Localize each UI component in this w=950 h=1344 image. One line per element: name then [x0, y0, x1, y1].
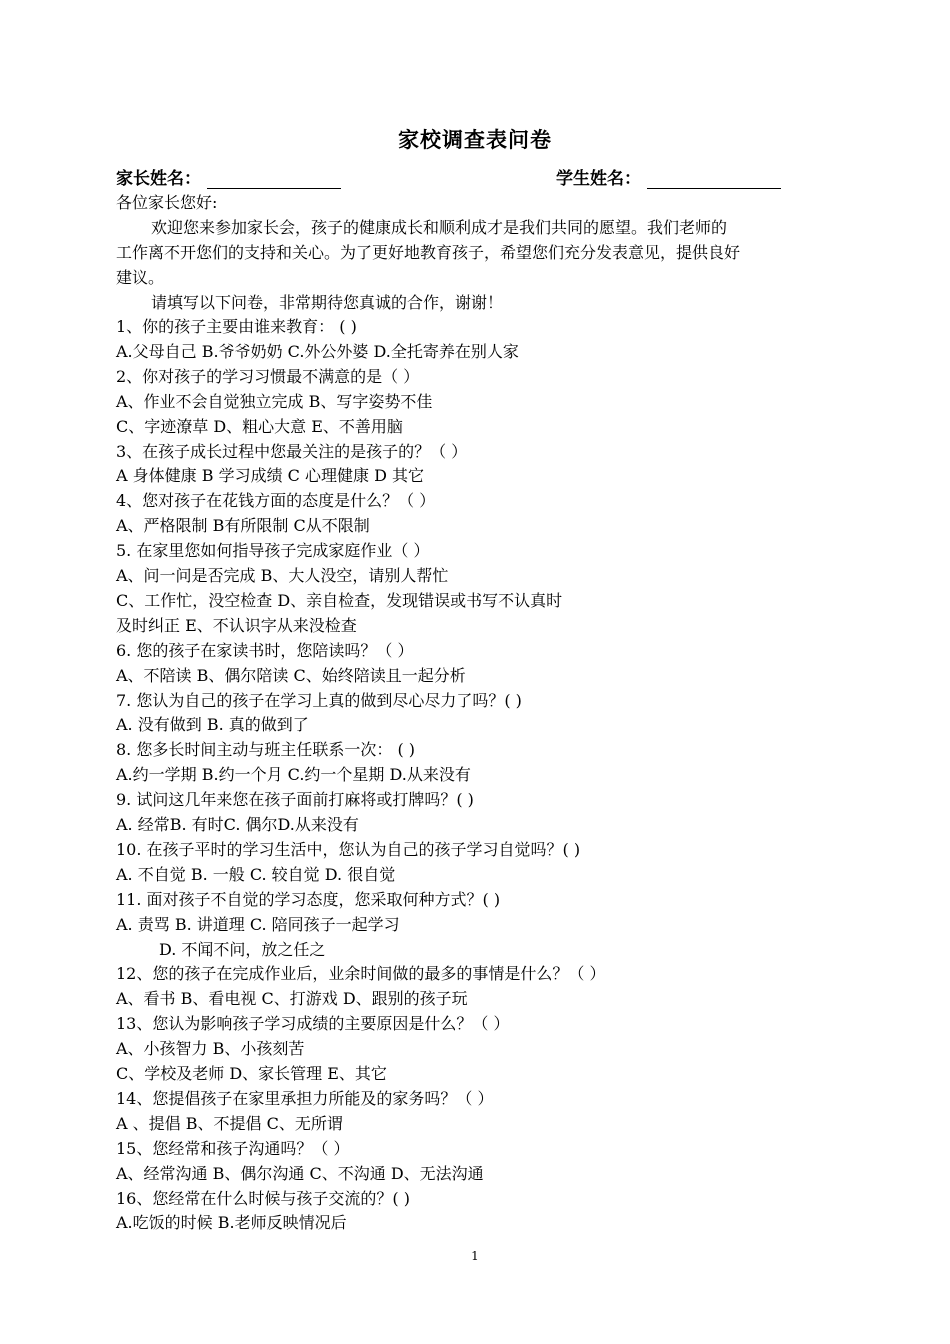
question-line: 10. 在孩子平时的学习生活中，您认为自己的孩子学习自觉吗？( ) — [116, 840, 581, 859]
question-line: A.父母自己 B.爷爷奶奶 C.外公外婆 D.全托寄养在别人家 — [116, 342, 519, 361]
question-line: 及时纠正 E、不认识字从来没检查 — [116, 616, 357, 635]
question-line: A. 没有做到 B. 真的做到了 — [116, 715, 309, 734]
intro-request: 请填写以下问卷，非常期待您真诚的合作，谢谢！ — [151, 293, 504, 312]
question-line: 4、您对孩子在花钱方面的态度是什么？（ ） — [116, 491, 436, 510]
question-line: A. 不自觉 B. 一般 C. 较自觉 D. 很自觉 — [116, 865, 396, 884]
question-line: 15、您经常和孩子沟通吗？（ ） — [116, 1139, 350, 1158]
question-line: A 、提倡 B、不提倡 C、无所谓 — [116, 1114, 343, 1133]
question-line: 6. 您的孩子在家读书时，您陪读吗？（ ） — [116, 641, 414, 660]
question-line: A、经常沟通 B、偶尔沟通 C、不沟通 D、无法沟通 — [116, 1164, 484, 1183]
question-line: 9. 试问这几年来您在孩子面前打麻将或打牌吗？( ) — [116, 790, 474, 809]
parent-name-blank[interactable] — [207, 170, 341, 189]
question-line: 5. 在家里您如何指导孩子完成家庭作业（ ） — [116, 541, 430, 560]
question-line: 13、您认为影响孩子学习成绩的主要原因是什么？（ ） — [116, 1014, 510, 1033]
question-line: 11. 面对孩子不自觉的学习态度，您采取何种方式？( ) — [116, 890, 501, 909]
question-line: A、作业不会自觉独立完成 B、写字姿势不佳 — [116, 392, 433, 411]
question-line: A.约一学期 B.约一个月 C.约一个星期 D.从来没有 — [116, 765, 471, 784]
page-number: 1 — [471, 1249, 479, 1263]
student-name-blank[interactable] — [647, 170, 781, 189]
question-line: A、不陪读 B、偶尔陪读 C、始终陪读且一起分析 — [116, 666, 466, 685]
question-line: A. 责骂 B. 讲道理 C. 陪同孩子一起学习 — [116, 915, 400, 934]
question-line: A、严格限制 B有所限制 C从不限制 — [116, 516, 370, 535]
question-line: 7. 您认为自己的孩子在学习上真的做到尽心尽力了吗？( ) — [116, 691, 522, 710]
question-line: C、工作忙，没空检查 D、亲自检查，发现错误或书写不认真时 — [116, 591, 563, 610]
parent-name-label: 家长姓名： — [116, 169, 201, 189]
intro-paragraph-line: 工作离不开您们的支持和关心。为了更好地教育孩子，希望您们充分发表意见，提供良好 — [116, 243, 741, 262]
intro-paragraph-line: 建议。 — [116, 268, 165, 287]
question-line: 16、您经常在什么时候与孩子交流的？( ) — [116, 1189, 410, 1208]
question-line: 3、在孩子成长过程中您最关注的是孩子的？（ ） — [116, 442, 468, 461]
question-line: 14、您提倡孩子在家里承担力所能及的家务吗？（ ） — [116, 1089, 494, 1108]
intro-paragraph-line: 欢迎您来参加家长会，孩子的健康成长和顺利成才是我们共同的愿望。我们老师的 — [151, 218, 728, 237]
greeting: 各位家长您好: — [116, 193, 218, 212]
question-line: A、看书 B、看电视 C、打游戏 D、跟别的孩子玩 — [116, 989, 468, 1008]
question-line: D. 不闻不问，放之任之 — [159, 940, 326, 959]
question-line: 2、你对孩子的学习习惯最不满意的是（ ） — [116, 367, 420, 386]
question-line: A 身体健康 B 学习成绩 C 心理健康 D 其它 — [116, 466, 424, 485]
question-line: A、问一问是否完成 B、大人没空，请别人帮忙 — [116, 566, 449, 585]
page-title: 家校调查表问卷 — [398, 128, 552, 152]
parent-name-field — [116, 164, 341, 189]
question-line: C、学校及老师 D、家长管理 E、其它 — [116, 1064, 387, 1083]
student-name-field — [556, 164, 781, 189]
question-line: A. 经常B. 有时C. 偶尔D.从来没有 — [116, 815, 359, 834]
question-line: 12、您的孩子在完成作业后，业余时间做的最多的事情是什么？（ ） — [116, 964, 606, 983]
student-name-label: 学生姓名： — [556, 169, 641, 189]
question-line: 8. 您多长时间主动与班主任联系一次： ( ) — [116, 740, 416, 759]
question-line: A.吃饭的时候 B.老师反映情况后 — [116, 1213, 347, 1232]
question-line: A、小孩智力 B、小孩刻苦 — [116, 1039, 305, 1058]
question-line: C、字迹潦草 D、粗心大意 E、不善用脑 — [116, 417, 403, 436]
question-line: 1、你的孩子主要由谁来教育： ( ) — [116, 317, 357, 336]
